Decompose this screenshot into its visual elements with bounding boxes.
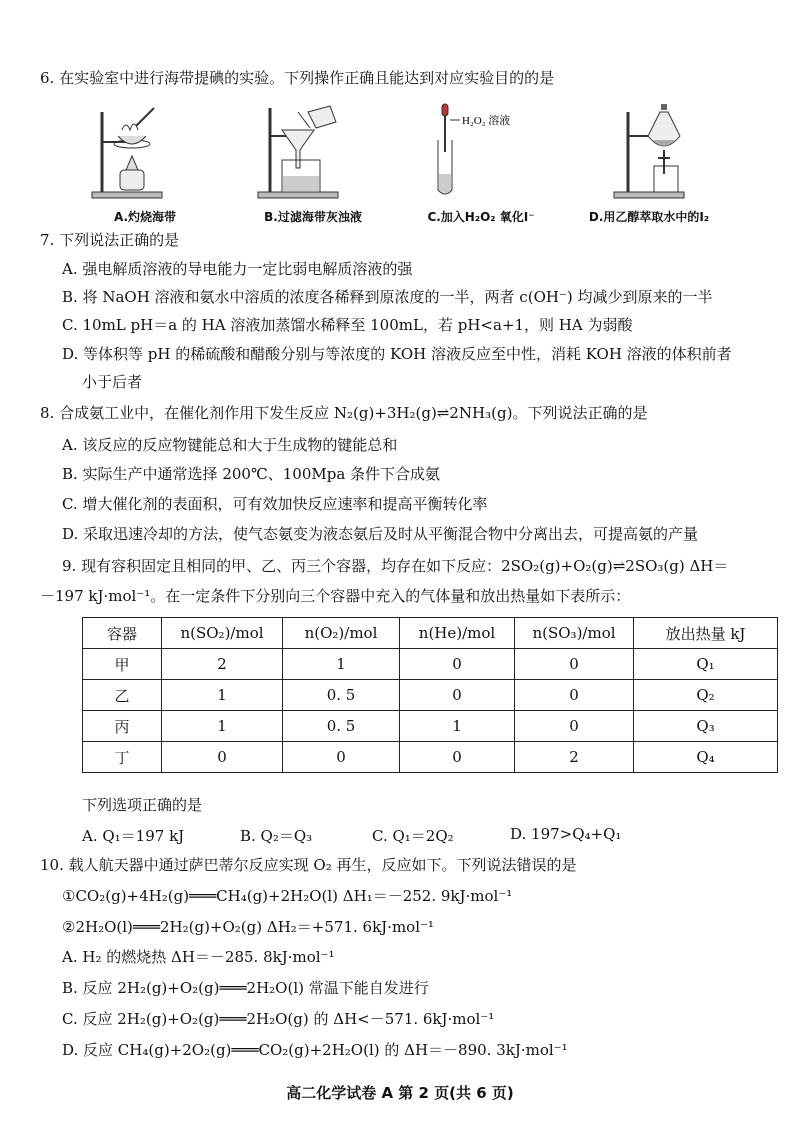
- table-cell: 0: [515, 711, 634, 742]
- table-cell: 0: [162, 742, 283, 773]
- q8-stem: 8. 合成氨工业中，在催化剂作用下发生反应 N₂(g)+3H₂(g)⇌2NH₃(g)。下列说法正确的是: [40, 404, 648, 422]
- table-cell: 1: [162, 711, 283, 742]
- table-row: [83, 649, 778, 680]
- q9-prompt: 下列选项正确的是: [82, 796, 203, 814]
- figure-a: [70, 100, 220, 225]
- table-header-cell: 容器: [83, 618, 162, 649]
- filtration-apparatus-icon: [238, 100, 388, 205]
- table-cell: 0. 5: [283, 711, 400, 742]
- figure-b-caption: B.过滤海带灰浊液: [264, 210, 362, 224]
- q10-option-c: C. 反应 2H₂(g)+O₂(g)═══2H₂O(g) 的 ΔH<－571. 6kJ·mol⁻¹: [62, 1010, 495, 1028]
- table-cell: Q₁: [634, 649, 778, 680]
- q9-option-a: A. Q₁＝197 kJ: [82, 827, 185, 845]
- table-cell: Q₃: [634, 711, 778, 742]
- dropper-test-tube-icon: [406, 100, 556, 205]
- table-header-cell: 放出热量 kJ: [634, 618, 778, 649]
- q7-option-c: C. 10mL pH＝a 的 HA 溶液加蒸馏水稀释至 100mL，若 pH<a+1，则 HA 为弱酸: [62, 316, 633, 334]
- table-cell: 丙: [83, 711, 162, 742]
- q10-reaction-1: ①CO₂(g)+4H₂(g)═══CH₄(g)+2H₂O(l) ΔH₁＝－252. 9kJ·mol⁻¹: [62, 887, 513, 905]
- table-row: [83, 742, 778, 773]
- table-header-cell: n(He)/mol: [400, 618, 515, 649]
- q10-option-a: A. H₂ 的燃烧热 ΔH＝－285. 8kJ·mol⁻¹: [62, 948, 335, 966]
- figure-d-caption: D.用乙醇萃取水中的I₂: [588, 210, 710, 224]
- q8-option-a: A. 该反应的反应物键能总和大于生成物的键能总和: [62, 436, 398, 454]
- table-cell: 0: [400, 742, 515, 773]
- figure-c: [406, 100, 556, 225]
- table-cell: 0: [515, 680, 634, 711]
- table-cell: 2: [162, 649, 283, 680]
- q8-option-c: C. 增大催化剂的表面积，可有效加快反应速率和提高平衡转化率: [62, 495, 488, 513]
- q6-stem: 6. 在实验室中进行海带提碘的实验。下列操作正确且能达到对应实验目的的是: [40, 69, 555, 87]
- q10-reaction-2: ②2H₂O(l)═══2H₂(g)+O₂(g) ΔH₂＝+571. 6kJ·mol⁻¹: [62, 918, 434, 936]
- table-cell: Q₄: [634, 742, 778, 773]
- q9-option-c: C. Q₁＝2Q₂: [372, 827, 454, 845]
- table-cell: 0: [283, 742, 400, 773]
- table-cell: 0: [400, 649, 515, 680]
- q10-stem: 10. 载人航天器中通过萨巴蒂尔反应实现 O₂ 再生，反应如下。下列说法错误的是: [40, 856, 577, 874]
- table-cell: 2: [515, 742, 634, 773]
- crucible-burning-apparatus-icon: [70, 100, 220, 205]
- q9-choices: [82, 825, 772, 847]
- figure-c-caption: C.加入H₂O₂ 氧化I⁻: [427, 210, 535, 224]
- q6-figures: [70, 100, 730, 225]
- q9-stem-continued: －197 kJ·mol⁻¹。在一定条件下分别向三个容器中充入的气体量和放出热量如下表所示：: [40, 587, 631, 605]
- table-cell: 1: [400, 711, 515, 742]
- table-cell: 0: [400, 680, 515, 711]
- q7-stem: 7. 下列说法正确的是: [40, 231, 180, 249]
- q7-option-a: A. 强电解质溶液的导电能力一定比弱电解质溶液的强: [62, 260, 413, 278]
- table-header-cell: n(O₂)/mol: [283, 618, 400, 649]
- q9-stem: 9. 现有容积固定且相同的甲、乙、丙三个容器，均存在如下反应：2SO₂(g)+O₂(g)⇌2SO₃(g) ΔH＝: [62, 557, 729, 575]
- q10-option-d: D. 反应 CH₄(g)+2O₂(g)═══CO₂(g)+2H₂O(l) 的 ΔH＝－890. 3kJ·mol⁻¹: [62, 1041, 568, 1059]
- q7-option-d: D. 等体积等 pH 的稀硫酸和醋酸分别与等浓度的 KOH 溶液反应至中性，消耗 KOH 溶液的体积前者: [62, 345, 732, 363]
- q9-table: [82, 617, 778, 773]
- h2o2-label: H₂O₂ 溶液: [462, 115, 511, 127]
- figure-d: [574, 100, 724, 225]
- q8-option-b: B. 实际生产中通常选择 200℃、100Mpa 条件下合成氨: [62, 465, 441, 483]
- table-header-cell: n(SO₂)/mol: [162, 618, 283, 649]
- q7-option-d-continued: 小于后者: [82, 373, 143, 391]
- q8-option-d: D. 采取迅速冷却的方法，使气态氨变为液态氨后及时从平衡混合物中分离出去，可提高氨的产量: [62, 525, 699, 543]
- q7-option-b: B. 将 NaOH 溶液和氨水中溶质的浓度各稀释到原浓度的一半，两者 c(OH⁻) 均减少到原来的一半: [62, 288, 713, 306]
- table-cell: Q₂: [634, 680, 778, 711]
- q9-option-d: D. 197>Q₄+Q₁: [510, 825, 622, 843]
- table-header-row: [83, 618, 778, 649]
- table-cell: 甲: [83, 649, 162, 680]
- table-row: [83, 680, 778, 711]
- table-cell: 1: [283, 649, 400, 680]
- separatory-funnel-icon: [574, 100, 724, 205]
- table-header-cell: n(SO₃)/mol: [515, 618, 634, 649]
- table-cell: 丁: [83, 742, 162, 773]
- q9-option-b: B. Q₂＝Q₃: [240, 827, 313, 845]
- table-cell: 0: [515, 649, 634, 680]
- figure-a-caption: A.灼烧海带: [113, 210, 177, 224]
- table-cell: 1: [162, 680, 283, 711]
- table-row: [83, 711, 778, 742]
- table-cell: 乙: [83, 680, 162, 711]
- q10-option-b: B. 反应 2H₂(g)+O₂(g)═══2H₂O(l) 常温下能自发进行: [62, 979, 429, 997]
- page-footer: 高二化学试卷 A 第 2 页(共 6 页): [286, 1084, 514, 1102]
- figure-b: [238, 100, 388, 225]
- table-cell: 0. 5: [283, 680, 400, 711]
